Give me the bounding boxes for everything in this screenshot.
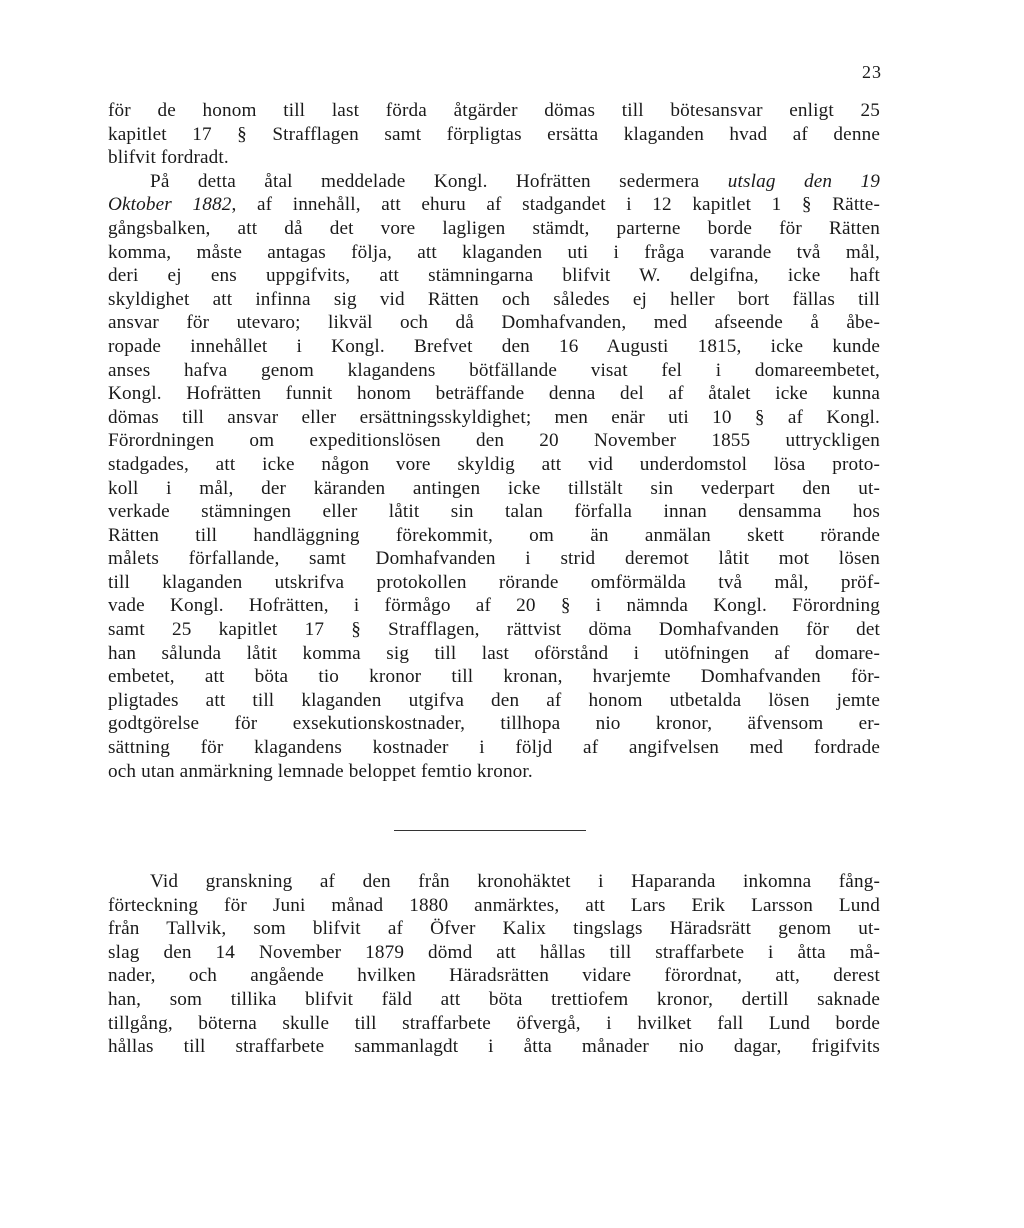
text-line: verkade stämningen eller låtit sin talan förfalla innan densamma hos [108, 501, 880, 523]
text-fragment: , af innehåll, att ehuru af stadgandet i 12 kapitlet 1 § Rätte- [231, 194, 880, 216]
text-line: pligtades att till klaganden utgifva den af honom utbetalda lösen jemte [108, 689, 880, 711]
text-line: deri ej ens uppgifvits, att stämningarna blifvit W. delgifna, icke haft [108, 265, 880, 287]
text-line: för de honom till last förda åtgärder dömas till bötesansvar enligt 25 [108, 100, 880, 121]
section-divider [394, 830, 586, 831]
italic-fragment: utslag den 19 [727, 170, 880, 192]
text-line [108, 193, 880, 217]
text-line: godtgörelse för exsekutionskostnader, tillhopa nio kronor, äfvensom er- [108, 713, 880, 735]
text-line: han sålunda låtit komma sig till last oförstånd i utöfningen af domare- [108, 642, 880, 664]
text-line: han, som tillika blifvit fäld att böta trettiofem kronor, dertill saknade [108, 988, 880, 1010]
text-line: till klaganden utskrifva protokollen rörande omförmälda två mål, pröf- [108, 571, 880, 593]
text-line: skyldighet att infinna sig vid Rätten och således ej heller bort fällas till [108, 288, 880, 310]
text-line: komma, måste antagas följa, att klaganden uti i fråga varande två mål, [108, 241, 880, 263]
text-line: stadgades, att icke någon vore skyldig att vid underdomstol lösa proto- [108, 453, 880, 475]
text-line [108, 170, 880, 194]
page-number: 23 [862, 62, 882, 82]
text-line: tillgång, böterna skulle till straffarbete öfvergå, i hvilket fall Lund borde [108, 1012, 880, 1034]
text-line: samt 25 kapitlet 17 § Strafflagen, rättvist döma Domhafvanden för det [108, 619, 880, 641]
text-line: kapitlet 17 § Strafflagen samt förpligtas ersätta klaganden hvad af denne [108, 123, 880, 145]
text-line: förteckning för Juni månad 1880 anmärktes, att Lars Erik Larsson Lund [108, 894, 880, 916]
text-line: målets förfallande, samt Domhafvanden i strid deremot låtit mot lösen [108, 548, 880, 570]
text-line: embetet, att böta tio kronor till kronan, hvarjemte Domhafvanden för- [108, 666, 880, 688]
text-line: sättning för klagandens kostnader i följd af angifvelsen med fordrade [108, 737, 880, 759]
text-line: Förordningen om expeditionslösen den 20 November 1855 uttryckligen [108, 430, 880, 452]
text-line: Vid granskning af den från kronohäktet i Haparanda inkomna fång- [150, 871, 880, 892]
text-line: gångsbalken, att då det vore lagligen stämdt, parterne borde för Rätten [108, 217, 880, 239]
text-line: från Tallvik, som blifvit af Öfver Kalix tingslags Häradsrätt genom ut- [108, 918, 880, 940]
text-line: anses hafva genom klagandens bötfällande visat fel i domareembetet, [108, 359, 880, 381]
text-line: Kongl. Hofrätten funnit honom beträffande denna del af åtalet icke kunna [108, 383, 880, 405]
text-line: ropade innehållet i Kongl. Brefvet den 16 Augusti 1815, icke kunde [108, 335, 880, 357]
text-fragment: På detta åtal meddelade Kongl. Hofrätten sedermera [150, 170, 728, 192]
text-line: koll i mål, der käranden antingen icke tillstält sin vederpart den ut- [108, 477, 880, 499]
paragraph-block-2 [108, 870, 880, 1059]
text-line: Rätten till handläggning förekommit, om än anmälan skett rörande [108, 524, 880, 546]
text-line: hållas till straffarbete sammanlagdt i åtta månader nio dagar, frigifvits [108, 1036, 880, 1058]
text-line: och utan anmärkning lemnade beloppet femtio kronor. [108, 760, 533, 782]
text-line: slag den 14 November 1879 dömd att hållas till straffarbete i åtta må- [108, 941, 880, 963]
text-line: blifvit fordradt. [108, 147, 229, 169]
text-line: vade Kongl. Hofrätten, i förmågo af 20 § i nämnda Kongl. Förordning [108, 595, 880, 617]
text-line: dömas till ansvar eller ersättningsskyldighet; men enär uti 10 § af Kongl. [108, 406, 880, 428]
italic-fragment: Oktober 1882 [108, 194, 232, 216]
text-line: ansvar för utevaro; likväl och då Domhafvanden, med afseende å åbe- [108, 312, 880, 334]
paragraph-block-1 [108, 99, 880, 783]
text-line: nader, och angående hvilken Häradsrätten vidare förordnat, att, derest [108, 965, 880, 987]
